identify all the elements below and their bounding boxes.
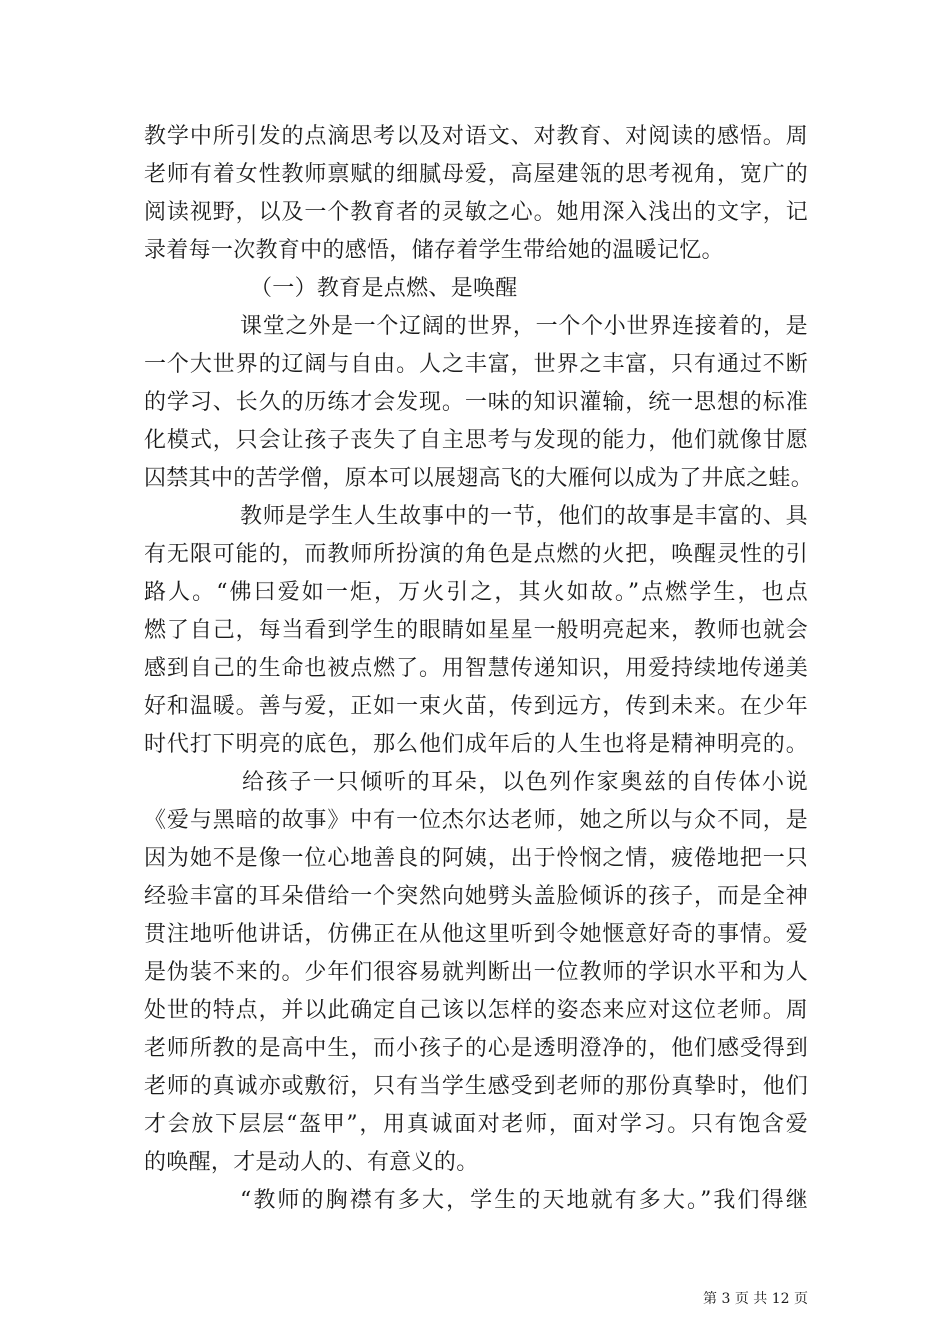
text-line: 给孩子一只倾听的耳朵，以色列作家奥兹的自传体小说 (242, 770, 808, 795)
text-line: 录着每一次教育中的感悟，储存着学生带给她的温暖记忆。 (144, 238, 724, 263)
text-line: 路人。“佛曰爱如一炬，万火引之，其火如故。”点燃学生，也点 (144, 580, 808, 605)
section-heading: （一）教育是点燃、是唤醒 (250, 276, 518, 301)
text-line: 的学习、长久的历练才会发现。一味的知识灌输，统一思想的标准 (144, 390, 808, 415)
text-line: 经验丰富的耳朵借给一个突然向她劈头盖脸倾诉的孩子，而是全神 (144, 884, 808, 909)
text-line: 老师所教的是高中生，而小孩子的心是透明澄净的，他们感受得到 (144, 1036, 808, 1061)
text-line: 囚禁其中的苦学僧，原本可以展翅高飞的大雁何以成为了井底之蛙。 (144, 466, 814, 491)
text-line: 燃了自己，每当看到学生的眼睛如星星一般明亮起来，教师也就会 (144, 618, 808, 643)
text-line: 老师的真诚亦或敷衍，只有当学生感受到老师的那份真挚时，他们 (144, 1074, 808, 1099)
text-line: 感到自己的生命也被点燃了。用智慧传递知识，用爱持续地传递美 (144, 656, 808, 681)
text-line: 的唤醒，才是动人的、有意义的。 (144, 1150, 479, 1175)
text-line: 化模式，只会让孩子丧失了自主思考与发现的能力，他们就像甘愿 (144, 428, 808, 453)
text-line: 时代打下明亮的底色，那么他们成年后的人生也将是精神明亮的。 (144, 732, 808, 757)
text-line: 老师有着女性教师禀赋的细腻母爱，高屋建瓴的思考视角，宽广的 (144, 162, 808, 187)
text-line: 好和温暖。善与爱，正如一束火苗，传到远方，传到未来。在少年 (144, 694, 808, 719)
text-line: 才会放下层层“盔甲”，用真诚面对老师，面对学习。只有饱含爱 (144, 1112, 808, 1137)
text-line: 教学中所引发的点滴思考以及对语文、对教育、对阅读的感悟。周 (144, 124, 808, 149)
text-line: 课堂之外是一个辽阔的世界，一个个小世界连接着的，是 (240, 314, 808, 339)
text-line: “教师的胸襟有多大，学生的天地就有多大。”我们得继 (240, 1188, 808, 1213)
text-line: 《爱与黑暗的故事》中有一位杰尔达老师，她之所以与众不同，是 (144, 808, 808, 833)
text-line: 教师是学生人生故事中的一节，他们的故事是丰富的、具 (240, 504, 808, 529)
text-line: 阅读视野，以及一个教育者的灵敏之心。她用深入浅出的文字，记 (144, 200, 808, 225)
text-line: 处世的特点，并以此确定自己该以怎样的姿态来应对这位老师。周 (144, 998, 808, 1023)
text-line: 一个大世界的辽阔与自由。人之丰富，世界之丰富，只有通过不断 (144, 352, 808, 377)
page-number-footer: 第 3 页 共 12 页 (703, 1291, 808, 1307)
text-line: 贯注地听他讲话，仿佛正在从他这里听到令她惬意好奇的事情。爱 (144, 922, 808, 947)
text-line: 有无限可能的，而教师所扮演的角色是点燃的火把，唤醒灵性的引 (144, 542, 808, 567)
text-line: 是伪装不来的。少年们很容易就判断出一位教师的学识水平和为人 (144, 960, 808, 985)
text-line: 因为她不是像一位心地善良的阿姨，出于怜悯之情，疲倦地把一只 (144, 846, 808, 871)
